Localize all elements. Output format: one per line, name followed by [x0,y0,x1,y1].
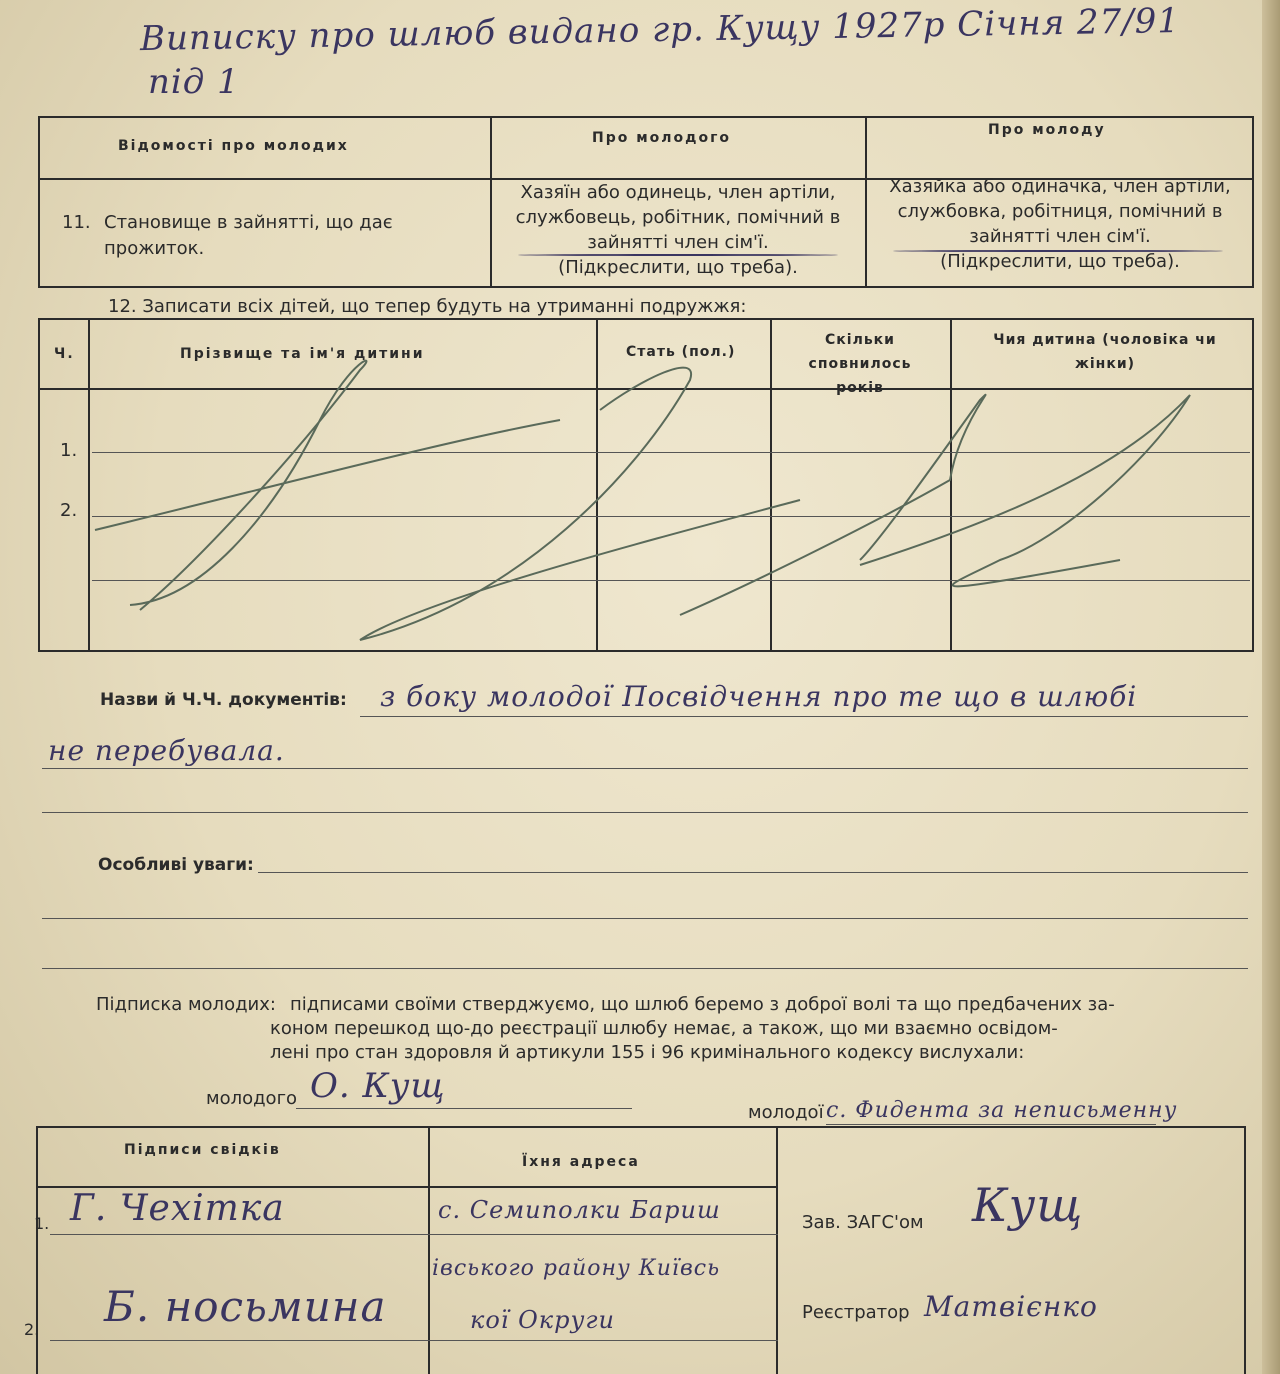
children-header-sex: Стать (пол.) [626,344,736,360]
registrar-signature: Матвієнко [924,1290,1098,1323]
children-row-2-number: 2. [60,500,78,521]
witness-1-signature: Г. Чехітка [70,1188,285,1229]
children-section-title: 12. Записати всіх дітей, що тепер будуть на утриманні подружжя: [108,296,747,317]
witness-col-divider-1 [428,1126,430,1374]
documents-line-3 [42,812,1248,813]
documents-line-2 [42,768,1248,769]
children-header-name: Прізвище та ім'я дитини [180,346,425,362]
children-row-1-number: 1. [60,440,78,461]
col-header-couple-info: Відомості про молодих [118,138,349,154]
witness-table-top-border [36,1126,1246,1128]
groom-signature-line [296,1108,632,1109]
pledge-line-2: коном перешкод що-до реєстрації шлюбу немає, а також, що ми взаємно освідом- [270,1018,1058,1039]
col-header-groom: Про молодого [592,130,732,146]
children-header-whose: Чия дитина (чоловіка чи жінки) [993,332,1217,372]
groom-signature-label: молодого [206,1088,298,1109]
pledge-label: Підписка молодих: [96,994,276,1015]
header-handwritten-line2: під 1 [148,62,240,102]
pledge-line-1: підписами своїми стверджуємо, що шлюб беремо з доброї волі та що предбачених за- [290,994,1115,1015]
witness-header-address: Їхня адреса [522,1154,640,1170]
witness-row-2-number: 2. [24,1320,40,1339]
bride-occupation-options: Хазяйка або одиначка, член артіли, службовка, робітниця, помічний в зайнятті член сім'ї. [889,176,1231,247]
bride-occupation-note: (Підкреслити, що треба). [940,251,1180,272]
witness-address-line1: с. Семиполки Бариш [438,1196,721,1224]
zags-head-label: Зав. ЗАГС'ом [802,1212,924,1233]
witness-address-line3: кої Округи [470,1306,615,1334]
row-11-number: 11. [62,212,91,233]
witness-row-1-number: 1. [34,1214,50,1233]
notes-line-2 [42,918,1248,919]
registrar-label: Реєстратор [802,1302,910,1323]
groom-occupation-note: (Підкреслити, що треба). [558,257,798,278]
documents-label: Назви й Ч.Ч. документів: [100,690,347,710]
witness-header-signatures: Підписи свідків [124,1142,281,1158]
zags-head-signature: Кущ [972,1178,1084,1232]
row-11-label: Становище в зайнятті, що дає прожиток. [104,212,393,259]
documents-value-line2: не перебувала. [48,734,285,767]
witness-row-2-line [50,1340,778,1341]
bride-signature-line [826,1124,1156,1125]
groom-signature: О. Кущ [310,1066,446,1106]
pledge-line-3: лені про стан здоровля й артикули 155 і 96 кримінального кодексу вислухали: [270,1042,1025,1063]
documents-value-line1: з боку молодої Посвідчення про те що в шлюбі [380,680,1138,713]
notes-line-1 [258,872,1248,873]
col-header-bride: Про молоду [988,122,1106,138]
groom-occupation-options: Хазяїн або одинець, член артіли, службовець, робітник, помічний в зайнятті член сім'ї. [515,182,841,253]
witness-col-divider-2 [776,1126,778,1374]
witness-2-signature: Б. носьмина [104,1282,387,1331]
notes-line-3 [42,968,1248,969]
witness-address-line2: івського району Київсь [432,1256,721,1281]
witness-table-right-border [1244,1126,1246,1374]
header-handwritten-line1: Виписку про шлюб видано гр. Кущу 1927р Січня 27/91 [139,0,1181,60]
documents-line-1 [360,716,1248,717]
witness-row-1-line [50,1234,778,1235]
bride-signature: с. Фидента за неписьменну [826,1098,1178,1123]
bride-signature-label: молодої [748,1102,824,1123]
children-header-age: Скільки сповнилось років [808,332,912,396]
children-header-number: Ч. [54,346,75,362]
notes-label: Особливі уваги: [98,855,254,875]
